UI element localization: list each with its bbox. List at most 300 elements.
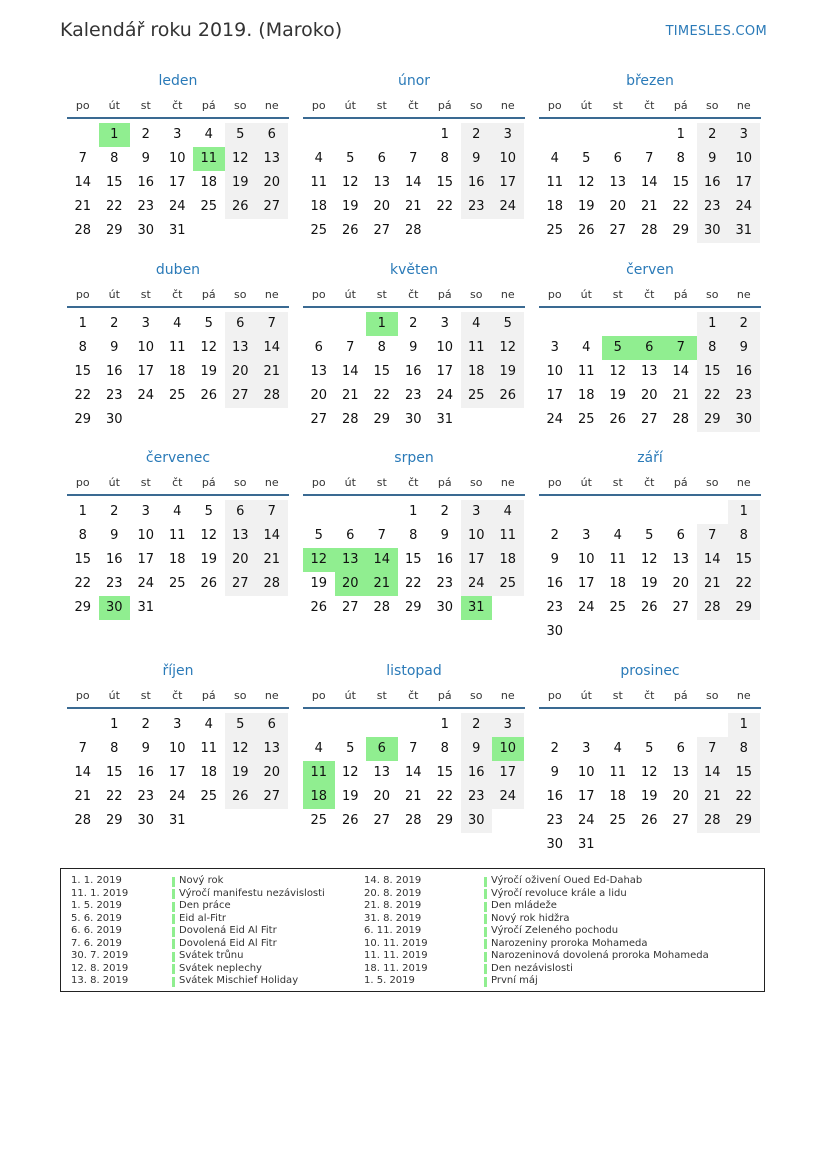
day-cell: 16 bbox=[546, 789, 564, 804]
weekday-header: ne bbox=[264, 288, 279, 301]
day-cell: 30 bbox=[137, 813, 155, 828]
day-cell: 11 bbox=[310, 175, 328, 190]
weekday-header: čt bbox=[172, 689, 183, 702]
legend-date: 10. 11. 2019 bbox=[364, 937, 428, 949]
legend-holiday-name: Eid al-Fitr bbox=[179, 912, 226, 924]
month-name: květen bbox=[390, 262, 438, 278]
month-divider bbox=[67, 117, 289, 119]
day-cell: 1 bbox=[440, 127, 449, 142]
day-cell: 16 bbox=[461, 761, 493, 785]
weekday-header: ne bbox=[264, 99, 279, 112]
day-cell: 30 bbox=[697, 219, 729, 243]
day-cell: 20 bbox=[310, 388, 328, 403]
legend-holiday-name: Svátek Mischief Holiday bbox=[179, 975, 299, 986]
legend-marker bbox=[172, 927, 175, 937]
day-cell: 28 bbox=[697, 809, 729, 833]
day-cell: 20 bbox=[225, 548, 257, 572]
weekday-header: po bbox=[311, 689, 326, 702]
day-cell: 29 bbox=[74, 600, 92, 615]
month-divider bbox=[67, 306, 289, 308]
day-cell: 22 bbox=[74, 576, 92, 591]
day-cell: 13 bbox=[640, 364, 658, 379]
day-cell: 10 bbox=[546, 364, 564, 379]
weekday-header: po bbox=[311, 288, 326, 301]
day-cell: 16 bbox=[105, 552, 123, 567]
day-cell: 20 bbox=[672, 789, 690, 804]
day-cell: 6 bbox=[676, 741, 685, 756]
day-cell: 21 bbox=[697, 572, 729, 596]
day-cell: 27 bbox=[672, 600, 690, 615]
weekday-header: ne bbox=[500, 689, 515, 702]
day-cell: 1 bbox=[78, 316, 87, 331]
day-cell: 27 bbox=[373, 223, 391, 238]
day-cell: 21 bbox=[697, 785, 729, 809]
day-cell: 13 bbox=[225, 336, 257, 360]
day-cell: 2 bbox=[550, 741, 559, 756]
weekday-header: ne bbox=[500, 288, 515, 301]
day-cell: 24 bbox=[137, 388, 155, 403]
day-cell: 17 bbox=[168, 765, 186, 780]
day-cell: 7 bbox=[256, 500, 288, 524]
day-cell: 12 bbox=[200, 340, 218, 355]
day-cell: 12 bbox=[225, 737, 257, 761]
day-cell: 15 bbox=[728, 548, 760, 572]
legend-marker bbox=[172, 902, 175, 912]
weekday-header: pá bbox=[201, 689, 216, 702]
legend-marker bbox=[484, 927, 487, 937]
day-cell: 22 bbox=[672, 199, 690, 214]
legend-date: 1. 1. 2019 bbox=[71, 875, 122, 886]
day-cell: 23 bbox=[137, 199, 155, 214]
weekday-header: út bbox=[344, 689, 356, 702]
day-cell: 26 bbox=[640, 813, 658, 828]
day-cell: 5 bbox=[645, 741, 654, 756]
day-cell: 23 bbox=[461, 785, 493, 809]
day-cell: 21 bbox=[256, 360, 288, 384]
day-cell: 18 bbox=[168, 552, 186, 567]
weekday-header: st bbox=[612, 288, 623, 301]
day-cell: 6 bbox=[256, 713, 288, 737]
day-cell: 20 bbox=[256, 171, 288, 195]
holiday-day-cell: 5 bbox=[602, 336, 634, 360]
month-divider bbox=[67, 707, 289, 709]
day-cell: 8 bbox=[697, 336, 729, 360]
legend-date: 7. 6. 2019 bbox=[71, 937, 122, 949]
day-cell: 9 bbox=[461, 147, 493, 171]
day-cell: 23 bbox=[137, 789, 155, 804]
day-cell: 7 bbox=[697, 737, 729, 761]
weekday-header: so bbox=[470, 476, 483, 489]
day-cell: 29 bbox=[404, 600, 422, 615]
day-cell: 24 bbox=[492, 195, 524, 219]
day-cell: 6 bbox=[256, 123, 288, 147]
day-cell: 25 bbox=[310, 813, 328, 828]
day-cell: 1 bbox=[676, 127, 685, 142]
month-divider bbox=[539, 494, 761, 496]
day-cell: 24 bbox=[728, 195, 760, 219]
day-cell: 22 bbox=[436, 199, 454, 214]
day-cell: 14 bbox=[404, 765, 422, 780]
day-cell: 25 bbox=[577, 412, 595, 427]
day-cell: 20 bbox=[256, 761, 288, 785]
day-cell: 16 bbox=[404, 364, 422, 379]
day-cell: 15 bbox=[672, 175, 690, 190]
weekday-header: pá bbox=[673, 99, 688, 112]
day-cell: 30 bbox=[436, 600, 454, 615]
day-cell: 19 bbox=[577, 199, 595, 214]
day-cell: 4 bbox=[613, 528, 622, 543]
day-cell: 25 bbox=[609, 600, 627, 615]
day-cell: 3 bbox=[141, 504, 150, 519]
day-cell: 22 bbox=[373, 388, 391, 403]
day-cell: 4 bbox=[461, 312, 493, 336]
legend-date: 11. 11. 2019 bbox=[364, 950, 428, 961]
legend-holiday-name: Výročí oživení Oued Ed-Dahab bbox=[491, 875, 643, 886]
weekday-header: pá bbox=[437, 288, 452, 301]
day-cell: 1 bbox=[728, 713, 760, 737]
day-cell: 24 bbox=[137, 576, 155, 591]
day-cell: 22 bbox=[697, 384, 729, 408]
day-cell: 9 bbox=[440, 528, 449, 543]
day-cell: 30 bbox=[404, 412, 422, 427]
day-cell: 24 bbox=[168, 789, 186, 804]
legend-date: 30. 7. 2019 bbox=[71, 950, 129, 961]
day-cell: 24 bbox=[492, 785, 524, 809]
weekday-header: pá bbox=[437, 476, 452, 489]
day-cell: 28 bbox=[404, 813, 422, 828]
day-cell: 9 bbox=[697, 147, 729, 171]
day-cell: 30 bbox=[728, 408, 760, 432]
day-cell: 2 bbox=[728, 312, 760, 336]
weekday-header: čt bbox=[172, 99, 183, 112]
day-cell: 7 bbox=[78, 151, 87, 166]
legend-marker bbox=[172, 939, 175, 949]
holiday-day-cell: 20 bbox=[335, 572, 367, 596]
day-cell: 2 bbox=[409, 316, 418, 331]
day-cell: 8 bbox=[676, 151, 685, 166]
weekday-header: ne bbox=[736, 476, 751, 489]
day-cell: 30 bbox=[461, 809, 493, 833]
day-cell: 28 bbox=[341, 412, 359, 427]
month-divider bbox=[303, 494, 525, 496]
day-cell: 13 bbox=[373, 765, 391, 780]
holiday-day-cell: 10 bbox=[492, 737, 524, 761]
month-name: listopad bbox=[386, 663, 442, 679]
day-cell: 3 bbox=[440, 316, 449, 331]
site-link[interactable]: TIMESLES.COM bbox=[665, 24, 767, 39]
day-cell: 15 bbox=[697, 360, 729, 384]
day-cell: 10 bbox=[728, 147, 760, 171]
legend-date: 6. 11. 2019 bbox=[364, 925, 422, 936]
weekday-header: pá bbox=[201, 476, 216, 489]
day-cell: 12 bbox=[492, 336, 524, 360]
day-cell: 14 bbox=[74, 175, 92, 190]
day-cell: 26 bbox=[341, 813, 359, 828]
legend-date: 14. 8. 2019 bbox=[364, 875, 422, 886]
day-cell: 6 bbox=[225, 312, 257, 336]
day-cell: 4 bbox=[582, 340, 591, 355]
day-cell: 13 bbox=[225, 524, 257, 548]
day-cell: 17 bbox=[137, 364, 155, 379]
day-cell: 29 bbox=[373, 412, 391, 427]
day-cell: 12 bbox=[577, 175, 595, 190]
weekday-header: út bbox=[344, 99, 356, 112]
day-cell: 6 bbox=[676, 528, 685, 543]
day-cell: 3 bbox=[492, 123, 524, 147]
month-name: červen bbox=[626, 262, 674, 278]
day-cell: 20 bbox=[609, 199, 627, 214]
day-cell: 19 bbox=[310, 576, 328, 591]
day-cell: 26 bbox=[200, 576, 218, 591]
day-cell: 5 bbox=[346, 151, 355, 166]
legend-date: 1. 5. 2019 bbox=[71, 900, 122, 911]
day-cell: 9 bbox=[550, 765, 559, 780]
day-cell: 30 bbox=[137, 223, 155, 238]
day-cell: 11 bbox=[492, 524, 524, 548]
weekday-header: út bbox=[108, 689, 120, 702]
day-cell: 18 bbox=[546, 199, 564, 214]
day-cell: 17 bbox=[436, 364, 454, 379]
day-cell: 23 bbox=[105, 388, 123, 403]
day-cell: 15 bbox=[436, 175, 454, 190]
holiday-day-cell: 18 bbox=[303, 785, 335, 809]
month-name: duben bbox=[155, 262, 201, 278]
legend-marker bbox=[484, 964, 487, 974]
legend-holiday-name: Dovolená Eid Al Fitr bbox=[179, 937, 277, 949]
day-cell: 10 bbox=[137, 340, 155, 355]
day-cell: 29 bbox=[672, 223, 690, 238]
day-cell: 19 bbox=[225, 171, 257, 195]
day-cell: 11 bbox=[609, 552, 627, 567]
weekday-header: st bbox=[376, 689, 387, 702]
day-cell: 30 bbox=[546, 624, 564, 639]
day-cell: 15 bbox=[728, 761, 760, 785]
day-cell: 25 bbox=[609, 813, 627, 828]
legend-marker bbox=[172, 914, 175, 924]
day-cell: 28 bbox=[404, 223, 422, 238]
day-cell: 25 bbox=[546, 223, 564, 238]
day-cell: 20 bbox=[640, 388, 658, 403]
weekday-header: st bbox=[140, 476, 151, 489]
day-cell: 14 bbox=[404, 175, 422, 190]
day-cell: 22 bbox=[105, 199, 123, 214]
day-cell: 2 bbox=[141, 717, 150, 732]
day-cell: 8 bbox=[78, 528, 87, 543]
legend-holiday-name: Výročí manifestu nezávislosti bbox=[179, 887, 325, 899]
day-cell: 15 bbox=[74, 364, 92, 379]
legend-holiday-name: Dovolená Eid Al Fitr bbox=[179, 925, 277, 936]
day-cell: 17 bbox=[461, 548, 493, 572]
weekday-header: st bbox=[612, 99, 623, 112]
month-name: únor bbox=[397, 73, 431, 89]
holiday-legend bbox=[60, 868, 765, 992]
day-cell: 25 bbox=[492, 572, 524, 596]
day-cell: 13 bbox=[310, 364, 328, 379]
day-cell: 31 bbox=[168, 813, 186, 828]
month-divider bbox=[539, 707, 761, 709]
weekday-header: po bbox=[75, 99, 90, 112]
day-cell: 4 bbox=[492, 500, 524, 524]
day-cell: 19 bbox=[640, 789, 658, 804]
holiday-day-cell: 13 bbox=[335, 548, 367, 572]
day-cell: 21 bbox=[404, 199, 422, 214]
holiday-day-cell: 21 bbox=[366, 572, 398, 596]
legend-marker bbox=[484, 889, 487, 899]
weekday-header: pá bbox=[201, 99, 216, 112]
day-cell: 26 bbox=[200, 388, 218, 403]
month-name: březen bbox=[626, 73, 674, 89]
day-cell: 23 bbox=[404, 388, 422, 403]
day-cell: 21 bbox=[74, 789, 92, 804]
day-cell: 13 bbox=[256, 147, 288, 171]
day-cell: 27 bbox=[256, 785, 288, 809]
day-cell: 16 bbox=[137, 175, 155, 190]
month-name: září bbox=[637, 450, 663, 466]
day-cell: 19 bbox=[200, 364, 218, 379]
day-cell: 8 bbox=[440, 741, 449, 756]
day-cell: 17 bbox=[577, 789, 595, 804]
legend-holiday-name: Den mládeže bbox=[491, 900, 557, 911]
day-cell: 22 bbox=[74, 388, 92, 403]
weekday-header: so bbox=[706, 99, 719, 112]
weekday-header: čt bbox=[408, 689, 419, 702]
day-cell: 3 bbox=[728, 123, 760, 147]
day-cell: 1 bbox=[110, 717, 119, 732]
holiday-day-cell: 6 bbox=[634, 336, 666, 360]
day-cell: 17 bbox=[492, 171, 524, 195]
day-cell: 3 bbox=[582, 741, 591, 756]
day-cell: 16 bbox=[697, 171, 729, 195]
day-cell: 23 bbox=[461, 195, 493, 219]
day-cell: 31 bbox=[436, 412, 454, 427]
weekday-header: pá bbox=[437, 99, 452, 112]
day-cell: 1 bbox=[78, 504, 87, 519]
day-cell: 18 bbox=[577, 388, 595, 403]
day-cell: 26 bbox=[577, 223, 595, 238]
day-cell: 8 bbox=[440, 151, 449, 166]
weekday-header: čt bbox=[172, 476, 183, 489]
legend-date: 18. 11. 2019 bbox=[364, 962, 428, 974]
day-cell: 19 bbox=[225, 761, 257, 785]
day-cell: 7 bbox=[256, 312, 288, 336]
day-cell: 5 bbox=[492, 312, 524, 336]
weekday-header: po bbox=[75, 476, 90, 489]
weekday-header: út bbox=[108, 99, 120, 112]
day-cell: 13 bbox=[672, 765, 690, 780]
weekday-header: út bbox=[580, 99, 592, 112]
day-cell: 27 bbox=[672, 813, 690, 828]
month-name: leden bbox=[158, 73, 198, 89]
day-cell: 10 bbox=[168, 151, 186, 166]
day-cell: 22 bbox=[728, 572, 760, 596]
weekday-header: pá bbox=[673, 288, 688, 301]
day-cell: 2 bbox=[461, 123, 493, 147]
day-cell: 4 bbox=[173, 504, 182, 519]
day-cell: 3 bbox=[141, 316, 150, 331]
day-cell: 20 bbox=[373, 789, 391, 804]
day-cell: 25 bbox=[168, 388, 186, 403]
day-cell: 10 bbox=[577, 765, 595, 780]
day-cell: 19 bbox=[341, 789, 359, 804]
day-cell: 10 bbox=[137, 528, 155, 543]
holiday-day-cell: 7 bbox=[665, 336, 697, 360]
day-cell: 11 bbox=[461, 336, 493, 360]
legend-date: 1. 5. 2019 bbox=[364, 975, 415, 986]
day-cell: 4 bbox=[314, 151, 323, 166]
day-cell: 2 bbox=[141, 127, 150, 142]
weekday-header: čt bbox=[644, 476, 655, 489]
day-cell: 16 bbox=[546, 576, 564, 591]
day-cell: 8 bbox=[78, 340, 87, 355]
weekday-header: st bbox=[376, 288, 387, 301]
day-cell: 25 bbox=[200, 199, 218, 214]
legend-date: 21. 8. 2019 bbox=[364, 900, 422, 911]
day-cell: 28 bbox=[697, 596, 729, 620]
month-divider bbox=[303, 707, 525, 709]
day-cell: 4 bbox=[550, 151, 559, 166]
day-cell: 22 bbox=[728, 785, 760, 809]
legend-date: 20. 8. 2019 bbox=[364, 887, 422, 899]
day-cell: 26 bbox=[225, 785, 257, 809]
day-cell: 23 bbox=[546, 813, 564, 828]
day-cell: 1 bbox=[728, 500, 760, 524]
day-cell: 6 bbox=[314, 340, 323, 355]
day-cell: 24 bbox=[461, 572, 493, 596]
weekday-header: út bbox=[344, 476, 356, 489]
day-cell: 3 bbox=[492, 713, 524, 737]
day-cell: 9 bbox=[141, 741, 150, 756]
day-cell: 24 bbox=[168, 199, 186, 214]
day-cell: 29 bbox=[728, 809, 760, 833]
day-cell: 2 bbox=[110, 504, 119, 519]
day-cell: 15 bbox=[404, 552, 422, 567]
day-cell: 22 bbox=[404, 576, 422, 591]
page-title: Kalendář roku 2019. (Maroko) bbox=[60, 19, 343, 41]
day-cell: 19 bbox=[492, 360, 524, 384]
day-cell: 27 bbox=[310, 412, 328, 427]
holiday-day-cell: 12 bbox=[303, 548, 335, 572]
legend-marker bbox=[484, 877, 487, 887]
day-cell: 14 bbox=[697, 548, 729, 572]
day-cell: 29 bbox=[74, 412, 92, 427]
day-cell: 19 bbox=[609, 388, 627, 403]
day-cell: 11 bbox=[200, 741, 218, 756]
month-name: prosinec bbox=[620, 663, 680, 679]
day-cell: 5 bbox=[346, 741, 355, 756]
day-cell: 14 bbox=[640, 175, 658, 190]
month-divider bbox=[303, 306, 525, 308]
day-cell: 9 bbox=[550, 552, 559, 567]
weekday-header: čt bbox=[172, 288, 183, 301]
day-cell: 1 bbox=[409, 504, 418, 519]
day-cell: 1 bbox=[697, 312, 729, 336]
day-cell: 17 bbox=[492, 761, 524, 785]
day-cell: 9 bbox=[728, 336, 760, 360]
day-cell: 27 bbox=[640, 412, 658, 427]
day-cell: 17 bbox=[546, 388, 564, 403]
day-cell: 4 bbox=[613, 741, 622, 756]
legend-marker bbox=[484, 902, 487, 912]
weekday-header: ne bbox=[264, 476, 279, 489]
month-divider bbox=[539, 306, 761, 308]
day-cell: 10 bbox=[168, 741, 186, 756]
weekday-header: čt bbox=[644, 288, 655, 301]
weekday-header: po bbox=[547, 689, 562, 702]
day-cell: 25 bbox=[200, 789, 218, 804]
day-cell: 9 bbox=[141, 151, 150, 166]
day-cell: 1 bbox=[440, 717, 449, 732]
day-cell: 6 bbox=[613, 151, 622, 166]
